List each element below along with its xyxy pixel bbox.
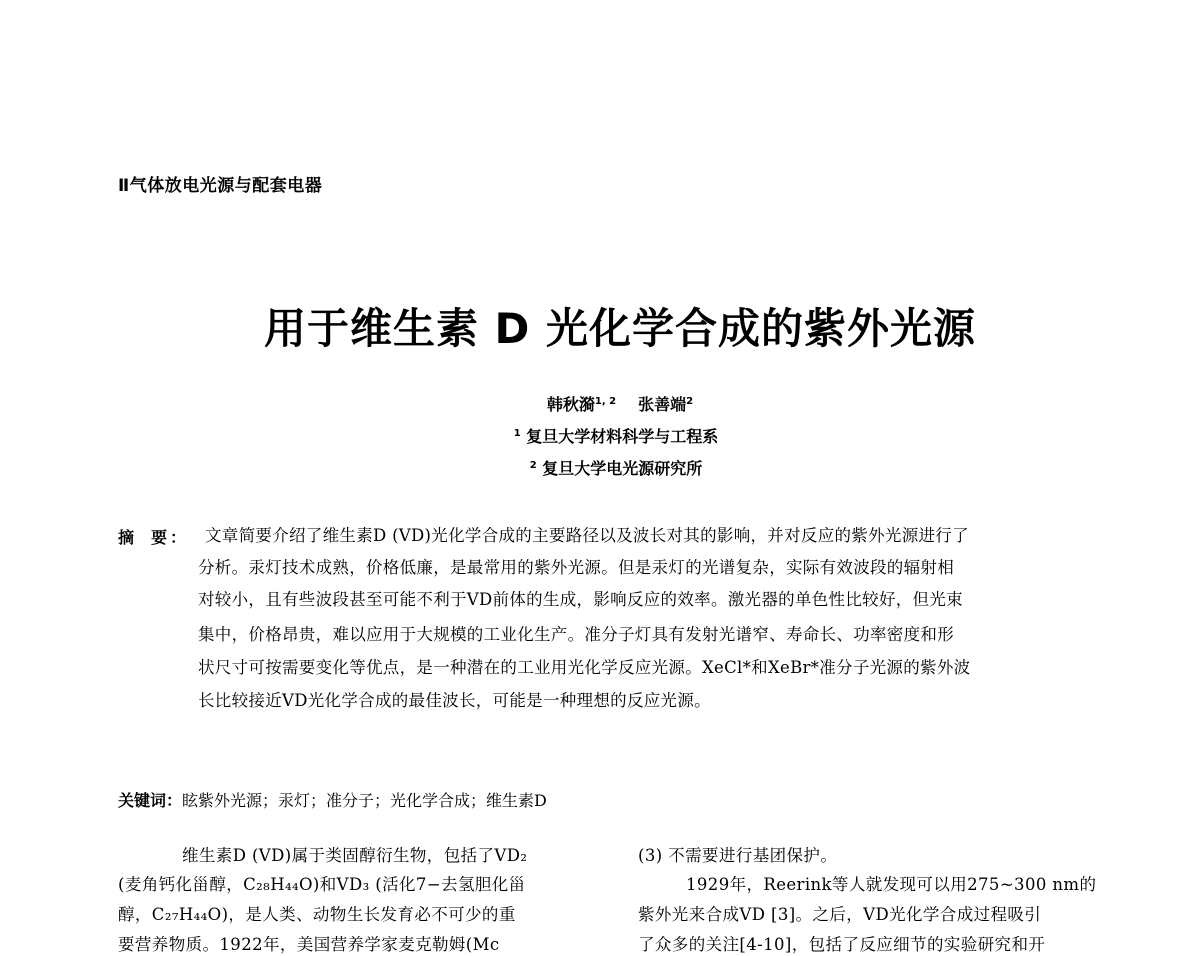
body-line: 要营养物质。1922年，美国营养学家麦克勒姆(Mc	[118, 935, 500, 954]
body-line: (3) 不需要进行基团保护。	[638, 846, 838, 865]
body-line: 维生素D (VD)属于类固醇衍生物，包括了VD₂	[182, 846, 528, 865]
author-list	[0, 392, 1200, 415]
affiliation-mark: 1	[513, 428, 521, 439]
affiliation-text: 复旦大学材料科学与工程系	[526, 427, 719, 446]
body-line: 了众多的关注[4-10]，包括了反应细节的实验研究和开	[638, 935, 1046, 954]
affiliation-1	[0, 424, 1200, 447]
affiliation-text: 复旦大学电光源研究所	[542, 459, 703, 478]
author-name: 张善端	[638, 395, 687, 414]
affiliation-mark: 2	[529, 460, 537, 471]
abstract-label	[118, 525, 189, 548]
body-line: (麦角钙化甾醇，C₂₈H₄₄O)和VD₃ (活化7−去氢胆化甾	[118, 875, 526, 894]
keywords	[118, 788, 547, 811]
keywords-label: 关键词：	[118, 791, 183, 810]
keywords-text: 眩紫外光源；汞灯；准分子；光化学合成；维生素D	[182, 791, 547, 810]
author-name: 韩秋漪	[546, 395, 595, 414]
abstract-line: 对较小，且有些波段甚至可能不利于VD前体的生成，影响反应的效率。激光器的单色性比较好，但光束	[198, 590, 963, 609]
author-affiliation-mark: 2	[686, 396, 694, 407]
abstract-label-part: 摘	[118, 528, 138, 547]
abstract-label-part: 要：	[151, 528, 190, 547]
abstract-line: 文章简要介绍了维生素D (VD)光化学合成的主要路径以及波长对其的影响，并对反应的紫外光源进行了	[205, 526, 969, 545]
body-line: 1929年，Reerink等人就发现可以用275~300 nm的	[686, 875, 1097, 894]
body-line: 紫外光来合成VD [3]。之后，VD光化学合成过程吸引	[638, 905, 1042, 924]
body-line: 醇，C₂₇H₄₄O)，是人类、动物生长发育必不可少的重	[118, 905, 516, 924]
affiliation-2	[0, 456, 1200, 479]
abstract-line: 分析。汞灯技术成熟，价格低廉，是最常用的紫外光源。但是汞灯的光谱复杂，实际有效波段的辐射相	[198, 558, 954, 577]
abstract-line: 集中，价格昂贵，难以应用于大规模的工业化生产。准分子灯具有发射光谱窄、寿命长、功率密度和形	[198, 625, 954, 644]
abstract-line: 状尺寸可按需要变化等优点，是一种潜在的工业用光化学反应光源。XeCl*和XeBr*准分子光源的紫外波	[198, 658, 971, 677]
author-affiliation-mark: 1, 2	[594, 396, 617, 407]
paper-title: 用于维生素 D 光化学合成的紫外光源	[263, 304, 977, 353]
abstract-line: 长比较接近VD光化学合成的最佳波长，可能是一种理想的反应光源。	[198, 691, 711, 710]
section-header: Ⅱ气体放电光源与配套电器	[118, 176, 323, 196]
